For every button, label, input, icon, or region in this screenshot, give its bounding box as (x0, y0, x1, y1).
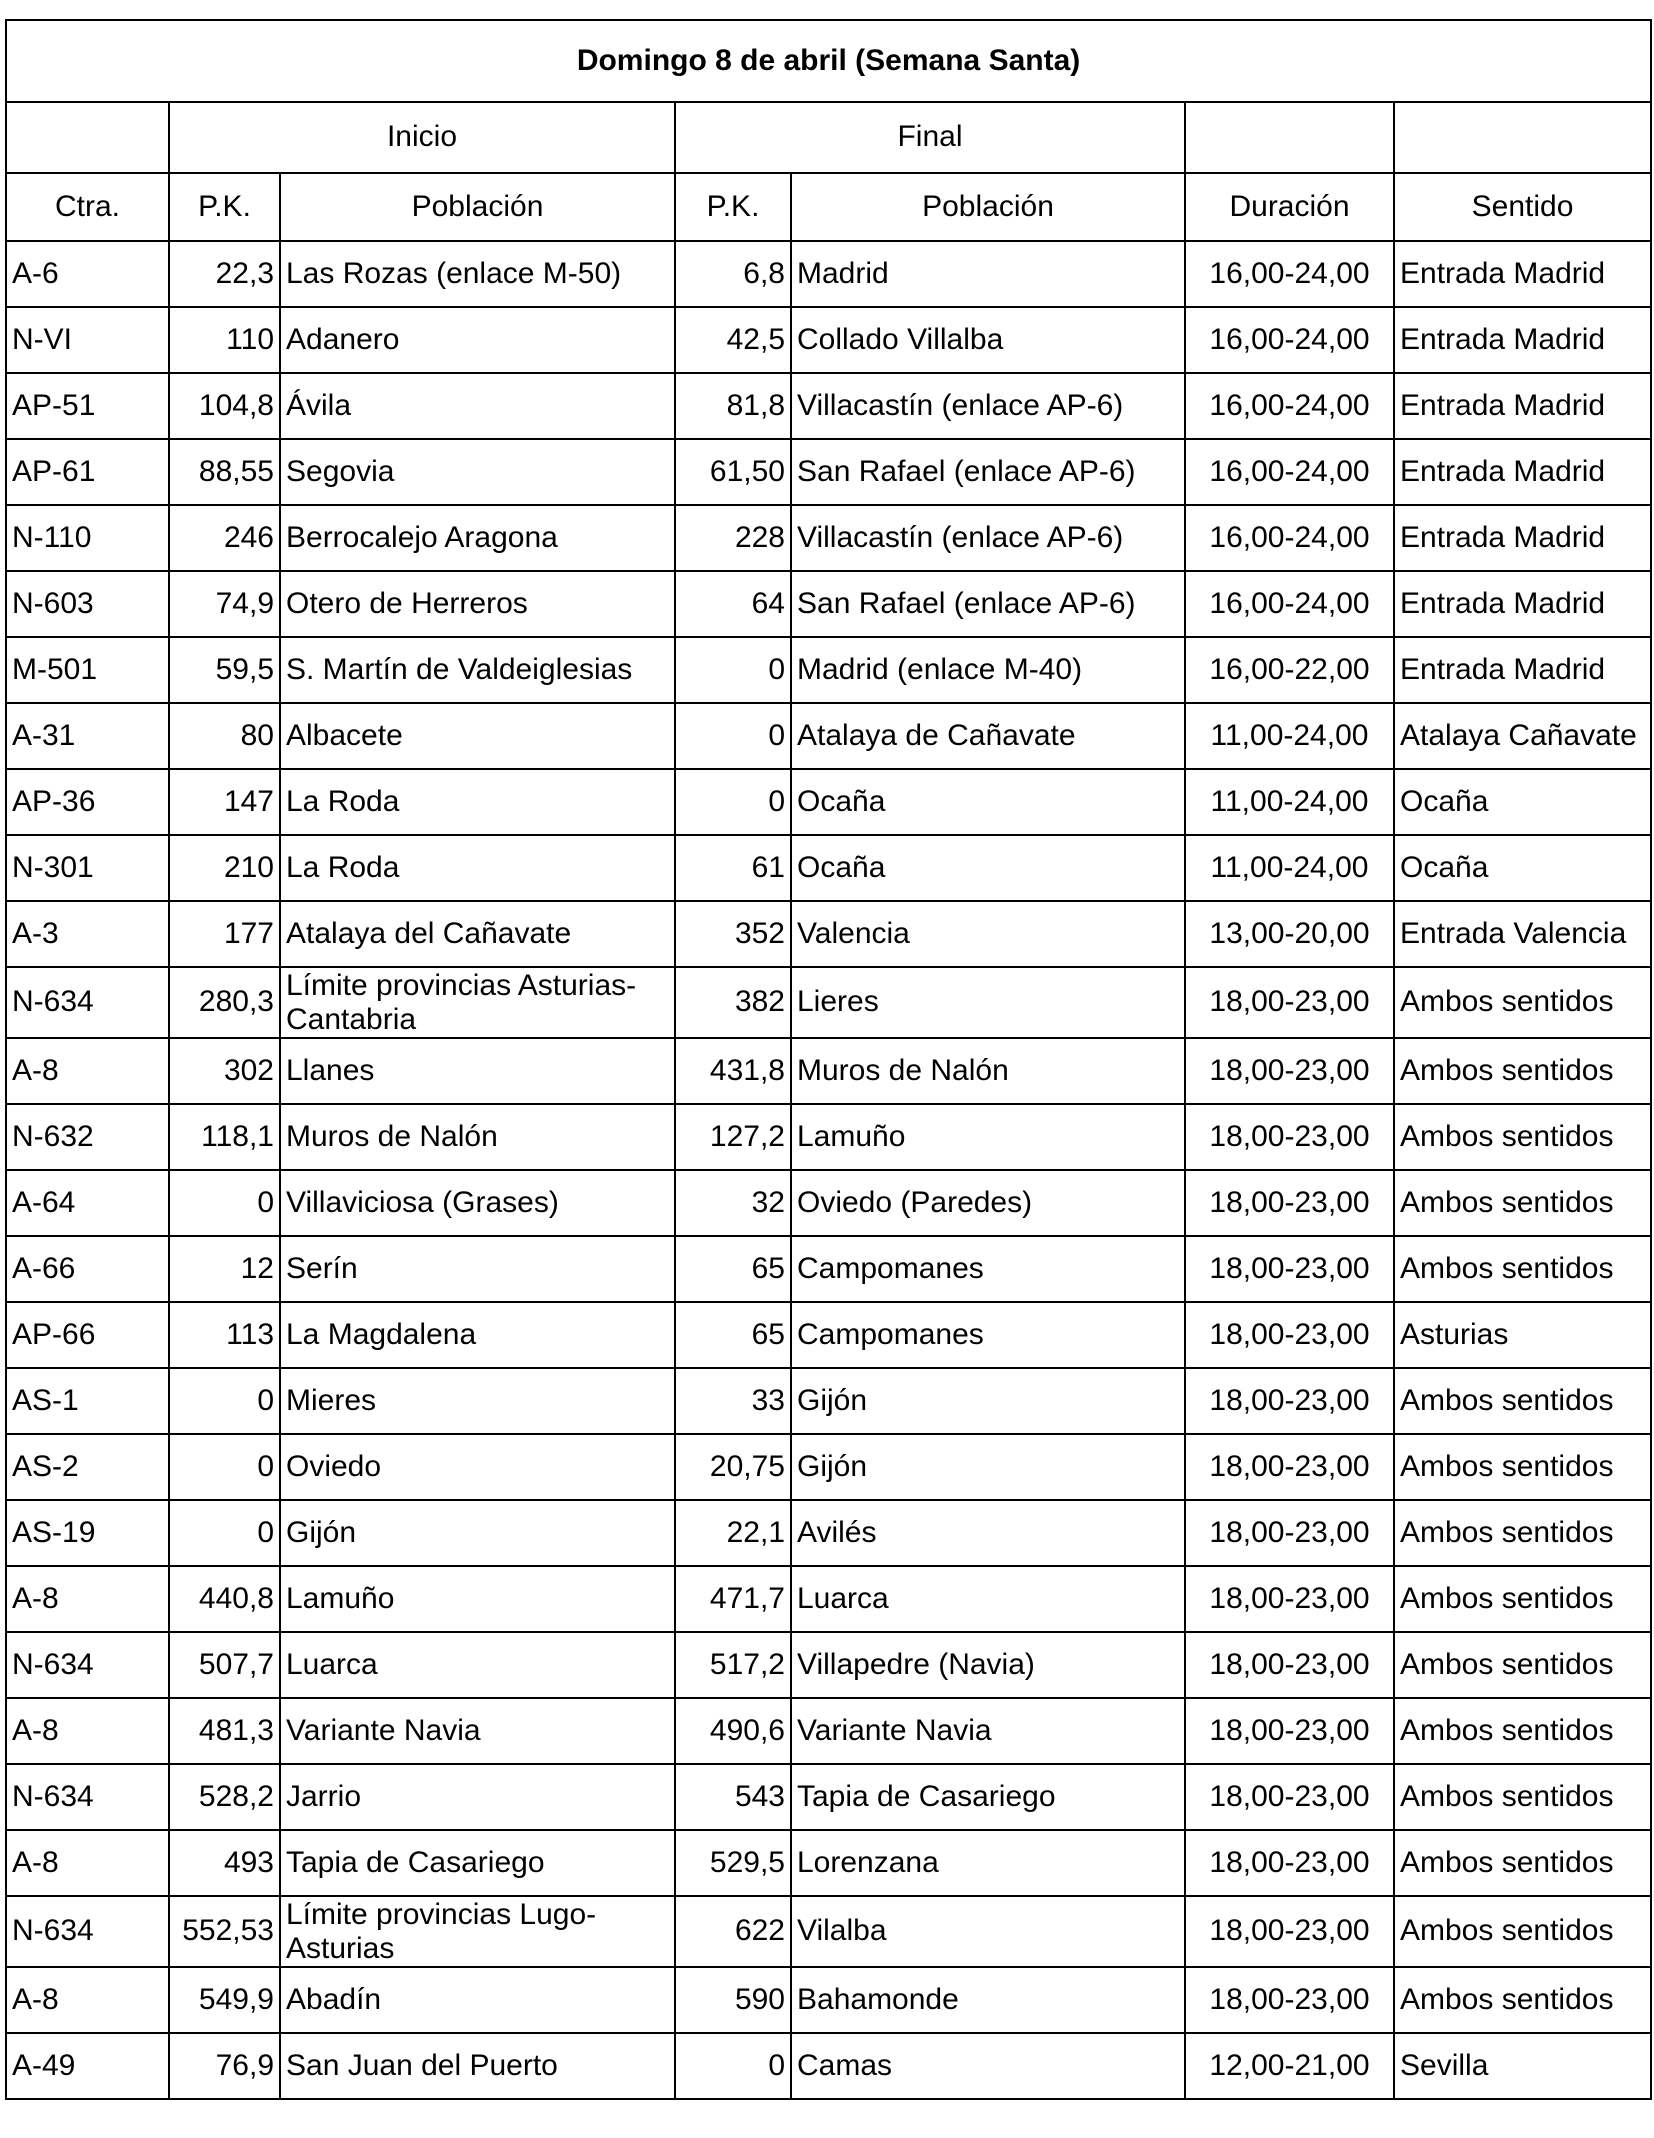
cell-pk-start: 481,3 (169, 1698, 280, 1764)
cell-duration: 18,00-23,00 (1185, 1632, 1394, 1698)
cell-direction: Ambos sentidos (1394, 1434, 1651, 1500)
cell-town-start: La Roda (280, 835, 675, 901)
cell-pk-start: 88,55 (169, 439, 280, 505)
cell-pk-end: 65 (675, 1302, 791, 1368)
cell-town-end: Ocaña (791, 769, 1185, 835)
cell-direction: Ambos sentidos (1394, 1368, 1651, 1434)
cell-road: N-634 (6, 1632, 169, 1698)
cell-direction: Ambos sentidos (1394, 1038, 1651, 1104)
table-row (6, 1967, 1651, 2033)
cell-duration: 18,00-23,00 (1185, 967, 1394, 1038)
cell-town-end: Variante Navia (791, 1698, 1185, 1764)
cell-pk-end: 517,2 (675, 1632, 791, 1698)
cell-direction: Ambos sentidos (1394, 1104, 1651, 1170)
group-header-empty (1185, 102, 1394, 173)
header-pk-start: P.K. (169, 173, 280, 241)
cell-pk-end: 6,8 (675, 241, 791, 307)
cell-direction: Atalaya Cañavate (1394, 703, 1651, 769)
cell-direction: Ambos sentidos (1394, 1830, 1651, 1896)
cell-road: N-634 (6, 1896, 169, 1967)
cell-direction: Ambos sentidos (1394, 1896, 1651, 1967)
cell-duration: 18,00-23,00 (1185, 1896, 1394, 1967)
cell-road: AP-51 (6, 373, 169, 439)
cell-pk-end: 64 (675, 571, 791, 637)
cell-town-start: Berrocalejo Aragona (280, 505, 675, 571)
cell-pk-start: 104,8 (169, 373, 280, 439)
cell-direction: Entrada Madrid (1394, 505, 1651, 571)
cell-duration: 11,00-24,00 (1185, 835, 1394, 901)
table-row (6, 1104, 1651, 1170)
closures-table-container (5, 19, 1652, 2100)
cell-direction: Ambos sentidos (1394, 1500, 1651, 1566)
cell-pk-end: 490,6 (675, 1698, 791, 1764)
cell-town-end: Collado Villalba (791, 307, 1185, 373)
cell-road: AS-2 (6, 1434, 169, 1500)
cell-town-start: Villaviciosa (Grases) (280, 1170, 675, 1236)
cell-pk-end: 471,7 (675, 1566, 791, 1632)
cell-duration: 18,00-23,00 (1185, 1764, 1394, 1830)
title-row (6, 20, 1651, 102)
cell-pk-end: 81,8 (675, 373, 791, 439)
cell-town-end: Madrid (791, 241, 1185, 307)
cell-pk-start: 440,8 (169, 1566, 280, 1632)
cell-road: N-VI (6, 307, 169, 373)
cell-town-start: Otero de Herreros (280, 571, 675, 637)
header-town-end: Población (791, 173, 1185, 241)
cell-duration: 18,00-23,00 (1185, 1236, 1394, 1302)
cell-direction: Ambos sentidos (1394, 1967, 1651, 2033)
cell-town-end: Oviedo (Paredes) (791, 1170, 1185, 1236)
cell-pk-end: 0 (675, 769, 791, 835)
cell-direction: Ambos sentidos (1394, 1632, 1651, 1698)
cell-duration: 16,00-22,00 (1185, 637, 1394, 703)
cell-pk-start: 80 (169, 703, 280, 769)
cell-pk-start: 177 (169, 901, 280, 967)
table-row (6, 1830, 1651, 1896)
cell-town-start: Albacete (280, 703, 675, 769)
cell-road: A-8 (6, 1830, 169, 1896)
cell-town-start: La Roda (280, 769, 675, 835)
cell-direction: Entrada Madrid (1394, 241, 1651, 307)
table-row (6, 1236, 1651, 1302)
table-row (6, 1698, 1651, 1764)
table-row (6, 1038, 1651, 1104)
cell-road: A-8 (6, 1566, 169, 1632)
cell-pk-end: 65 (675, 1236, 791, 1302)
table-row (6, 1896, 1651, 1967)
table-row (6, 505, 1651, 571)
cell-road: AP-61 (6, 439, 169, 505)
cell-pk-end: 352 (675, 901, 791, 967)
cell-duration: 16,00-24,00 (1185, 307, 1394, 373)
cell-town-start: Ávila (280, 373, 675, 439)
cell-duration: 18,00-23,00 (1185, 1830, 1394, 1896)
cell-pk-start: 12 (169, 1236, 280, 1302)
cell-direction: Ambos sentidos (1394, 1566, 1651, 1632)
cell-town-end: Villacastín (enlace AP-6) (791, 373, 1185, 439)
cell-pk-end: 590 (675, 1967, 791, 2033)
cell-pk-end: 382 (675, 967, 791, 1038)
closures-table (5, 19, 1652, 2100)
table-row (6, 901, 1651, 967)
cell-town-start: Lamuño (280, 1566, 675, 1632)
cell-pk-end: 0 (675, 703, 791, 769)
cell-town-start: S. Martín de Valdeiglesias (280, 637, 675, 703)
group-header-empty (6, 102, 169, 173)
cell-direction: Ambos sentidos (1394, 967, 1651, 1038)
cell-town-start: Segovia (280, 439, 675, 505)
cell-town-end: San Rafael (enlace AP-6) (791, 571, 1185, 637)
table-row (6, 1434, 1651, 1500)
cell-town-end: Ocaña (791, 835, 1185, 901)
cell-pk-start: 118,1 (169, 1104, 280, 1170)
cell-direction: Ocaña (1394, 769, 1651, 835)
cell-pk-end: 42,5 (675, 307, 791, 373)
header-town-start: Población (280, 173, 675, 241)
cell-duration: 11,00-24,00 (1185, 703, 1394, 769)
cell-pk-end: 20,75 (675, 1434, 791, 1500)
cell-pk-start: 280,3 (169, 967, 280, 1038)
cell-road: A-31 (6, 703, 169, 769)
cell-town-start: Jarrio (280, 1764, 675, 1830)
cell-town-end: Lamuño (791, 1104, 1185, 1170)
cell-road: A-8 (6, 1967, 169, 2033)
cell-direction: Entrada Madrid (1394, 439, 1651, 505)
header-direction: Sentido (1394, 173, 1651, 241)
cell-duration: 16,00-24,00 (1185, 439, 1394, 505)
cell-pk-start: 0 (169, 1500, 280, 1566)
cell-pk-start: 210 (169, 835, 280, 901)
table-row (6, 1566, 1651, 1632)
cell-pk-start: 110 (169, 307, 280, 373)
cell-duration: 18,00-23,00 (1185, 1434, 1394, 1500)
cell-pk-start: 0 (169, 1434, 280, 1500)
column-header-row (6, 173, 1651, 241)
cell-pk-end: 228 (675, 505, 791, 571)
cell-direction: Ambos sentidos (1394, 1764, 1651, 1830)
cell-town-end: Lorenzana (791, 1830, 1185, 1896)
cell-town-end: Muros de Nalón (791, 1038, 1185, 1104)
cell-town-end: Madrid (enlace M-40) (791, 637, 1185, 703)
cell-direction: Sevilla (1394, 2033, 1651, 2099)
cell-pk-end: 61 (675, 835, 791, 901)
cell-road: A-3 (6, 901, 169, 967)
cell-road: N-634 (6, 1764, 169, 1830)
cell-town-start: Límite provincias Asturias-Cantabria (280, 967, 675, 1038)
table-row (6, 439, 1651, 505)
cell-duration: 18,00-23,00 (1185, 1566, 1394, 1632)
cell-town-start: Serín (280, 1236, 675, 1302)
cell-road: A-8 (6, 1038, 169, 1104)
cell-pk-end: 32 (675, 1170, 791, 1236)
cell-town-start: La Magdalena (280, 1302, 675, 1368)
cell-town-end: Avilés (791, 1500, 1185, 1566)
cell-direction: Ambos sentidos (1394, 1170, 1651, 1236)
cell-duration: 16,00-24,00 (1185, 505, 1394, 571)
cell-pk-start: 0 (169, 1368, 280, 1434)
cell-pk-start: 528,2 (169, 1764, 280, 1830)
cell-duration: 18,00-23,00 (1185, 1170, 1394, 1236)
table-row (6, 1764, 1651, 1830)
cell-town-end: Gijón (791, 1434, 1185, 1500)
cell-town-start: Mieres (280, 1368, 675, 1434)
cell-town-end: Valencia (791, 901, 1185, 967)
cell-duration: 12,00-21,00 (1185, 2033, 1394, 2099)
table-row (6, 1500, 1651, 1566)
table-row (6, 637, 1651, 703)
cell-pk-start: 493 (169, 1830, 280, 1896)
cell-duration: 18,00-23,00 (1185, 1500, 1394, 1566)
cell-road: AP-66 (6, 1302, 169, 1368)
cell-pk-end: 127,2 (675, 1104, 791, 1170)
cell-town-start: Adanero (280, 307, 675, 373)
cell-pk-end: 0 (675, 2033, 791, 2099)
table-row (6, 1302, 1651, 1368)
cell-town-end: Campomanes (791, 1302, 1185, 1368)
cell-town-end: Atalaya de Cañavate (791, 703, 1185, 769)
cell-pk-start: 549,9 (169, 1967, 280, 2033)
cell-direction: Asturias (1394, 1302, 1651, 1368)
cell-road: N-634 (6, 967, 169, 1038)
cell-duration: 13,00-20,00 (1185, 901, 1394, 967)
table-title: Domingo 8 de abril (Semana Santa) (6, 20, 1651, 102)
table-row (6, 241, 1651, 307)
cell-town-end: Vilalba (791, 1896, 1185, 1967)
cell-pk-start: 302 (169, 1038, 280, 1104)
cell-pk-start: 552,53 (169, 1896, 280, 1967)
cell-duration: 18,00-23,00 (1185, 1698, 1394, 1764)
cell-road: A-66 (6, 1236, 169, 1302)
cell-town-end: Bahamonde (791, 1967, 1185, 2033)
cell-town-end: Camas (791, 2033, 1185, 2099)
cell-pk-start: 59,5 (169, 637, 280, 703)
header-pk-end: P.K. (675, 173, 791, 241)
table-row (6, 703, 1651, 769)
cell-town-start: Tapia de Casariego (280, 1830, 675, 1896)
cell-town-start: Gijón (280, 1500, 675, 1566)
cell-pk-end: 622 (675, 1896, 791, 1967)
group-header-empty (1394, 102, 1651, 173)
cell-duration: 11,00-24,00 (1185, 769, 1394, 835)
cell-duration: 18,00-23,00 (1185, 1368, 1394, 1434)
cell-town-start: Atalaya del Cañavate (280, 901, 675, 967)
cell-town-start: Muros de Nalón (280, 1104, 675, 1170)
cell-town-start: Llanes (280, 1038, 675, 1104)
cell-duration: 18,00-23,00 (1185, 1038, 1394, 1104)
cell-direction: Entrada Madrid (1394, 373, 1651, 439)
cell-pk-end: 529,5 (675, 1830, 791, 1896)
header-duration: Duración (1185, 173, 1394, 241)
cell-pk-end: 0 (675, 637, 791, 703)
cell-road: N-603 (6, 571, 169, 637)
cell-road: M-501 (6, 637, 169, 703)
cell-road: A-64 (6, 1170, 169, 1236)
cell-town-end: Gijón (791, 1368, 1185, 1434)
cell-town-start: Abadín (280, 1967, 675, 2033)
cell-duration: 16,00-24,00 (1185, 373, 1394, 439)
cell-pk-end: 33 (675, 1368, 791, 1434)
cell-direction: Entrada Madrid (1394, 307, 1651, 373)
table-row (6, 2033, 1651, 2099)
cell-pk-end: 543 (675, 1764, 791, 1830)
table-row (6, 1368, 1651, 1434)
table-row (6, 1170, 1651, 1236)
cell-pk-start: 76,9 (169, 2033, 280, 2099)
header-road: Ctra. (6, 173, 169, 241)
cell-road: N-632 (6, 1104, 169, 1170)
cell-duration: 16,00-24,00 (1185, 571, 1394, 637)
cell-town-end: Lieres (791, 967, 1185, 1038)
cell-town-start: Las Rozas (enlace M-50) (280, 241, 675, 307)
table-row (6, 307, 1651, 373)
cell-road: AP-36 (6, 769, 169, 835)
cell-road: A-49 (6, 2033, 169, 2099)
cell-duration: 16,00-24,00 (1185, 241, 1394, 307)
cell-pk-start: 74,9 (169, 571, 280, 637)
cell-pk-start: 246 (169, 505, 280, 571)
cell-road: A-8 (6, 1698, 169, 1764)
table-row (6, 835, 1651, 901)
table-row (6, 373, 1651, 439)
cell-direction: Ambos sentidos (1394, 1236, 1651, 1302)
cell-town-end: Villacastín (enlace AP-6) (791, 505, 1185, 571)
cell-town-end: Campomanes (791, 1236, 1185, 1302)
cell-pk-end: 431,8 (675, 1038, 791, 1104)
cell-pk-start: 22,3 (169, 241, 280, 307)
cell-town-start: Variante Navia (280, 1698, 675, 1764)
cell-pk-end: 61,50 (675, 439, 791, 505)
cell-duration: 18,00-23,00 (1185, 1302, 1394, 1368)
cell-town-start: Luarca (280, 1632, 675, 1698)
group-header-start: Inicio (169, 102, 675, 173)
table-row (6, 769, 1651, 835)
cell-town-end: Villapedre (Navia) (791, 1632, 1185, 1698)
cell-pk-start: 147 (169, 769, 280, 835)
group-header-end: Final (675, 102, 1185, 173)
table-row (6, 571, 1651, 637)
group-header-row (6, 102, 1651, 173)
cell-road: N-110 (6, 505, 169, 571)
cell-pk-end: 22,1 (675, 1500, 791, 1566)
table-row (6, 1632, 1651, 1698)
cell-pk-start: 0 (169, 1170, 280, 1236)
cell-town-end: Tapia de Casariego (791, 1764, 1185, 1830)
cell-road: A-6 (6, 241, 169, 307)
cell-duration: 18,00-23,00 (1185, 1967, 1394, 2033)
cell-direction: Ocaña (1394, 835, 1651, 901)
cell-pk-start: 113 (169, 1302, 280, 1368)
cell-road: AS-1 (6, 1368, 169, 1434)
cell-pk-start: 507,7 (169, 1632, 280, 1698)
cell-town-start: San Juan del Puerto (280, 2033, 675, 2099)
cell-town-end: Luarca (791, 1566, 1185, 1632)
cell-road: AS-19 (6, 1500, 169, 1566)
table-row (6, 967, 1651, 1038)
cell-duration: 18,00-23,00 (1185, 1104, 1394, 1170)
cell-town-start: Límite provincias Lugo-Asturias (280, 1896, 675, 1967)
cell-direction: Ambos sentidos (1394, 1698, 1651, 1764)
cell-town-start: Oviedo (280, 1434, 675, 1500)
cell-town-end: San Rafael (enlace AP-6) (791, 439, 1185, 505)
cell-road: N-301 (6, 835, 169, 901)
cell-direction: Entrada Madrid (1394, 637, 1651, 703)
cell-direction: Entrada Madrid (1394, 571, 1651, 637)
cell-direction: Entrada Valencia (1394, 901, 1651, 967)
